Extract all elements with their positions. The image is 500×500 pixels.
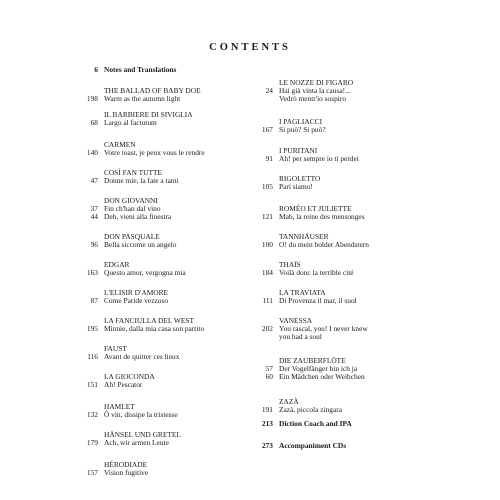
contents-opera [68,87,201,103]
contents-opera [243,317,368,342]
aria-title: Diction Coach and IPA [279,419,352,428]
page-title: CONTENTS [209,42,291,53]
opera-title: L'ELISIR D'AMORE [104,288,169,297]
aria-title: Bella siccome un angelo [104,240,177,250]
page-number: 91 [265,154,273,164]
page-number: 213 [261,419,273,428]
contents-opera [243,175,320,191]
contents-opera [243,205,365,221]
contents-opera [68,403,178,419]
page-number: 191 [261,405,273,415]
opera-title: THAÏS [279,260,301,269]
page-number [243,333,273,341]
contents-opera [68,461,148,477]
opera-title: HÄNSEL UND GRETEL [104,430,181,439]
aria-title: Vision fugitive [104,468,149,478]
page-number: 96 [90,240,98,250]
aria-title: Warm as the autumn light [104,94,181,104]
page-number: 111 [262,296,273,306]
aria-title: Votre toast, je peux vous le rendre [104,148,205,158]
contents-row [68,95,201,103]
page-number: 167 [261,125,273,135]
contents-row [243,241,369,249]
aria-title: Ah! per sempre io ti perdei [279,154,359,164]
opera-title: DON PASQUALE [104,232,160,241]
contents-row [68,66,176,74]
aria-title: Ah! Pescator [104,380,143,390]
contents-row [68,149,205,157]
page-number [243,95,273,103]
aria-title: Ein Mädchen oder Weibchen [279,372,365,382]
opera-title: FAUST [104,344,127,353]
contents-opera [68,431,181,447]
aria-title: Vedrò mentr'io sospiro [279,94,347,104]
page-number: 132 [86,410,98,420]
page-number: 202 [261,324,273,334]
opera-title: LA FANCIULLA DEL WEST [104,316,194,325]
page-number: 151 [86,380,98,390]
contents-row [68,411,178,419]
aria-title: You rascal, you! I never knew [279,324,368,334]
page-number: 157 [86,468,98,478]
opera-title: CARMEN [104,140,136,149]
contents-row [243,333,368,341]
contents-row [243,269,354,277]
contents-row [68,381,155,389]
aria-title: Pari siamo! [279,182,313,192]
contents-opera [68,317,204,333]
aria-title: Avant de quitter ces lieux [104,352,180,362]
contents-row [243,126,326,134]
contents-row [243,183,320,191]
contents-row [68,325,204,333]
contents-row [243,155,359,163]
opera-title: HÉRODIADE [104,460,148,469]
opera-title: LA TRAVIATA [279,288,326,297]
contents-opera [243,398,342,414]
contents-opera [243,147,359,163]
opera-title: I PAGLIACCI [279,117,323,126]
contents-row [68,469,148,477]
contents-row [243,373,365,381]
aria-title: Di Provenza il mar, il suol [279,296,357,306]
page-number: 195 [86,324,98,334]
aria-title: Minnie, dalla mia casa son partito [104,324,205,334]
opera-title: COSÌ FAN TUTTE [104,168,163,177]
opera-title: I PURITANI [279,146,318,155]
page-number: 37 [90,204,98,214]
opera-title: VANESSA [279,316,313,325]
page-number: 68 [90,118,98,128]
page-number: 179 [86,438,98,448]
aria-title: Der Vogelfänger bin ich ja [279,364,358,374]
aria-title: Deh, vieni alla finestra [104,212,172,222]
contents-opera [68,169,179,185]
aria-title: you had a soul [279,332,322,342]
opera-title: IL BARBIERE DI SIVIGLIA [104,110,193,119]
contents-row [243,95,353,103]
contents-row [68,119,193,127]
aria-title: Ach, wir armen Leute [104,438,169,448]
page-number: 87 [90,296,98,306]
contents-opera [68,233,176,249]
opera-title: LE NOZZE DI FIGARO [279,78,354,87]
page-number: 121 [261,212,273,222]
page-number: 47 [90,176,98,186]
opera-title: HAMLET [104,402,135,411]
aria-title: O! du mein holder Abendstern [279,240,369,250]
aria-title: Mab, la reine des mensonges [279,212,365,222]
aria-title: Fin ch'han dal vino [104,204,161,214]
page-number: 140 [86,148,98,158]
contents-row [243,420,352,428]
opera-title: THE BALLAD OF BABY DOE [104,86,201,95]
contents-section [243,420,352,428]
contents-opera [243,289,357,305]
contents-row [68,439,181,447]
contents-opera [68,197,171,222]
contents-row [243,406,342,414]
contents-row [68,353,179,361]
contents-row [68,297,168,305]
opera-title: ZAZÀ [279,397,299,406]
aria-title: Voilà donc la terrible cité [279,268,354,278]
contents-opera [68,111,193,127]
aria-title: Largo al factotum [104,118,157,128]
page-number: 57 [265,364,273,374]
aria-title: Questo amor, vergogna mia [104,268,186,278]
page-number: 105 [261,182,273,192]
contents-row [68,177,179,185]
contents-opera [243,118,326,134]
contents-opera [243,79,353,104]
contents-row [243,213,365,221]
contents-opera [243,261,354,277]
page-number: 198 [86,94,98,104]
aria-title: Accompaniment CDs [279,441,347,450]
contents-row [68,241,176,249]
contents-row [68,213,171,221]
page-number: 44 [90,212,98,222]
contents-section [68,66,176,74]
aria-title: Hai già vinta la causa!... [279,86,351,96]
aria-title: Notes and Translations [104,65,177,74]
contents-opera [243,233,369,249]
aria-title: Come Paride vezzoso [104,296,169,306]
contents-opera [68,261,186,277]
page-number: 163 [86,268,98,278]
contents-opera [68,289,168,305]
aria-title: Donne mie, la fate a tanti [104,176,179,186]
contents-opera [68,373,155,389]
page-number: 273 [261,441,273,450]
opera-title: LA GIOCONDA [104,372,155,381]
opera-title: DIE ZAUBERFLÖTE [279,356,346,365]
contents-row [68,269,186,277]
opera-title: ROMÉO ET JULIETTE [279,204,352,213]
opera-title: TANNHÄUSER [279,232,329,241]
page-number: 6 [94,65,98,74]
page-number: 24 [265,86,273,96]
contents-opera [243,357,365,382]
page-number: 100 [261,240,273,250]
contents-opera [68,345,179,361]
contents-row [243,297,357,305]
page-number: 184 [261,268,273,278]
contents-row [243,442,346,450]
opera-title: EDGAR [104,260,130,269]
page-number: 60 [265,372,273,382]
contents-opera [68,141,205,157]
opera-title: DON GIOVANNI [104,196,158,205]
page-number: 116 [87,352,98,362]
contents-section [243,442,346,450]
aria-title: Zazà, piccola zingara [279,405,342,415]
aria-title: Si può? Si può? [279,125,326,135]
aria-title: Ô vin, dissipe la tristesse [104,410,178,420]
opera-title: RIGOLETTO [279,174,321,183]
